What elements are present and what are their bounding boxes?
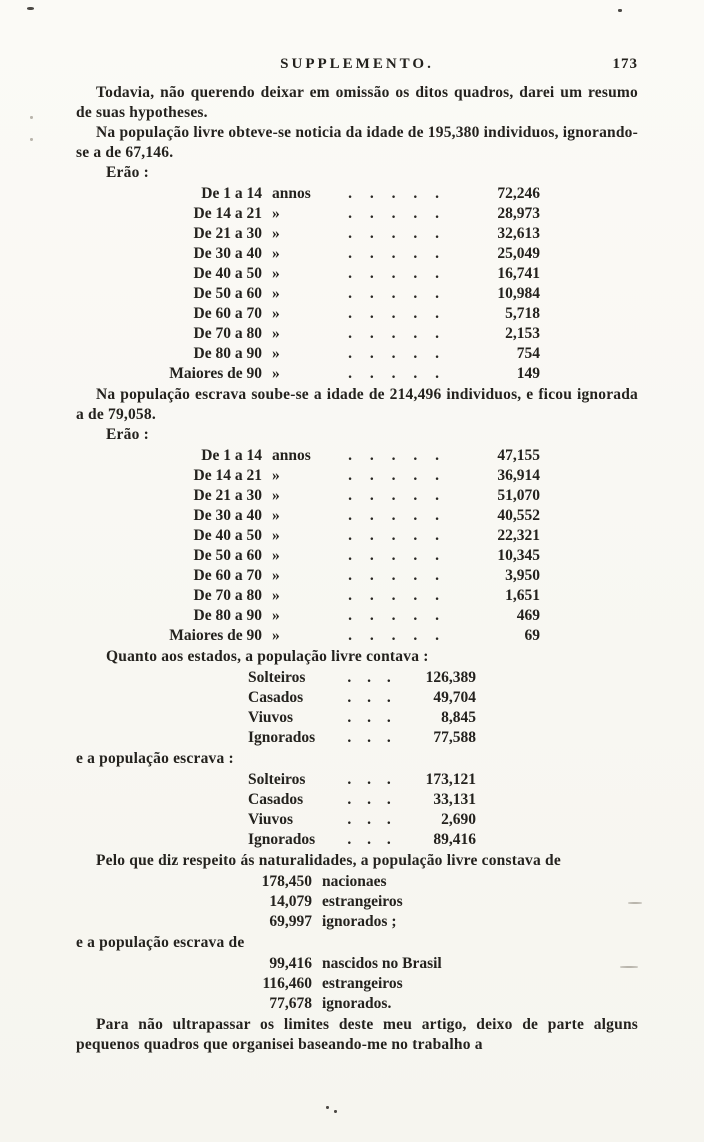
naturalidade-label: nacionaes <box>322 873 387 890</box>
estados-table-free <box>248 668 476 748</box>
scan-speck <box>334 1110 337 1113</box>
age-unit: » <box>272 265 280 282</box>
age-unit: annos <box>272 447 311 464</box>
age-unit: » <box>272 345 280 362</box>
table-row <box>232 912 403 932</box>
age-range: De 50 a 60 <box>193 285 262 302</box>
age-unit: » <box>272 225 280 242</box>
estado-value: 49,704 <box>433 689 476 706</box>
age-value: 469 <box>516 607 540 624</box>
estado-label: Viuvos <box>248 709 294 726</box>
estado-label: Casados <box>248 791 304 808</box>
table-row <box>248 688 476 708</box>
table-row <box>248 708 476 728</box>
age-value: 47,155 <box>497 447 540 464</box>
dot-leader: . . . <box>347 709 397 726</box>
dot-leader: . . . . . <box>348 547 446 564</box>
age-range: Maiores de 90 <box>169 365 262 382</box>
table-row <box>232 892 403 912</box>
dot-leader: . . . . . <box>348 205 446 222</box>
age-unit: » <box>272 365 280 382</box>
age-value: 69 <box>524 627 540 644</box>
dot-leader: . . . . . <box>348 225 446 242</box>
age-range: De 80 a 90 <box>193 607 262 624</box>
dot-leader: . . . <box>347 811 397 828</box>
age-range: De 14 a 21 <box>193 467 262 484</box>
table-row <box>140 466 540 486</box>
age-value: 40,552 <box>497 507 540 524</box>
naturalidade-value: 178,450 <box>261 873 312 890</box>
age-unit: » <box>272 567 280 584</box>
table-row <box>140 344 540 364</box>
table-row <box>232 994 442 1014</box>
table-row <box>140 486 540 506</box>
naturalidade-label: nascidos no Brasil <box>322 955 442 972</box>
dot-leader: . . . . . <box>348 345 446 362</box>
age-table-free <box>140 184 540 384</box>
dot-leader: . . . . . <box>348 265 446 282</box>
naturalidade-value: 116,460 <box>262 975 312 992</box>
dot-leader: . . . . . <box>348 185 446 202</box>
dot-leader: . . . <box>347 689 397 706</box>
table-row <box>140 506 540 526</box>
table-row <box>140 364 540 384</box>
estado-value: 126,389 <box>425 669 476 686</box>
age-unit: » <box>272 487 280 504</box>
dot-leader: . . . <box>347 791 397 808</box>
age-range: De 30 a 40 <box>193 245 262 262</box>
estado-label: Viuvos <box>248 811 294 828</box>
naturalidade-label: estrangeiros <box>322 975 403 992</box>
dot-leader: . . . . . <box>348 305 446 322</box>
age-unit: » <box>272 285 280 302</box>
estado-value: 8,845 <box>441 709 476 726</box>
age-range: De 30 a 40 <box>193 507 262 524</box>
age-value: 51,070 <box>497 487 540 504</box>
dot-leader: . . . . . <box>348 447 446 464</box>
age-value: 32,613 <box>497 225 540 242</box>
paragraph-erao-1: Erão : <box>106 164 149 181</box>
table-row <box>140 244 540 264</box>
table-row <box>248 790 476 810</box>
age-value: 1,651 <box>505 587 540 604</box>
age-unit: » <box>272 527 280 544</box>
age-range: De 60 a 70 <box>193 305 262 322</box>
table-row <box>140 586 540 606</box>
paragraph-naturalidades-free: Pelo que diz respeito ás naturalidades, a população livre constava de <box>96 852 561 869</box>
table-row <box>248 728 476 748</box>
age-table-slave <box>140 446 540 646</box>
table-row <box>140 304 540 324</box>
age-unit: » <box>272 547 280 564</box>
age-value: 10,984 <box>497 285 540 302</box>
paragraph-erao-2: Erão : <box>106 426 149 443</box>
age-unit: » <box>272 245 280 262</box>
page-header-title: SUPPLEMENTO. <box>280 56 434 72</box>
paragraph-estados-free: Quanto aos estados, a população livre contava : <box>106 648 429 665</box>
dot-leader: . . . . . <box>348 467 446 484</box>
table-row <box>140 626 540 646</box>
age-range: De 21 a 30 <box>193 225 262 242</box>
table-row <box>140 264 540 284</box>
age-range: De 14 a 21 <box>193 205 262 222</box>
age-range: De 70 a 80 <box>193 325 262 342</box>
age-value: 3,950 <box>505 567 540 584</box>
paragraph-closing: Para não ultrapassar os limites deste meu artigo, deixo de parte alguns pequenos quadros que organisei baseando-me no trabalho a <box>76 1016 638 1053</box>
age-unit: » <box>272 467 280 484</box>
age-value: 28,973 <box>497 205 540 222</box>
table-row <box>140 224 540 244</box>
table-row <box>140 446 540 466</box>
estados-table-slave <box>248 770 476 850</box>
age-range: De 1 a 14 <box>201 447 262 464</box>
dot-leader: . . . . . <box>348 285 446 302</box>
age-value: 10,345 <box>497 547 540 564</box>
table-row <box>248 810 476 830</box>
age-value: 754 <box>516 345 540 362</box>
dot-leader: . . . . . <box>348 607 446 624</box>
dot-leader: . . . . . <box>348 587 446 604</box>
dot-leader: . . . <box>347 831 397 848</box>
naturalidade-value: 14,079 <box>269 893 312 910</box>
table-row <box>140 566 540 586</box>
table-row <box>140 546 540 566</box>
dot-leader: . . . . . <box>348 527 446 544</box>
dot-leader: . . . . . <box>348 325 446 342</box>
dot-leader: . . . . . <box>348 487 446 504</box>
dot-leader: . . . <box>347 729 397 746</box>
table-row <box>248 668 476 688</box>
estado-value: 89,416 <box>433 831 476 848</box>
age-unit: » <box>272 205 280 222</box>
age-value: 36,914 <box>497 467 540 484</box>
estado-value: 33,131 <box>433 791 476 808</box>
table-row <box>232 872 403 892</box>
naturalidade-label: ignorados ; <box>322 913 397 930</box>
naturalidades-table-slave <box>232 954 442 1014</box>
table-row <box>140 526 540 546</box>
age-range: De 40 a 50 <box>193 527 262 544</box>
age-unit: » <box>272 325 280 342</box>
dot-leader: . . . <box>347 669 397 686</box>
age-unit: » <box>272 587 280 604</box>
dot-leader: . . . . . <box>348 507 446 524</box>
page-header <box>76 56 638 73</box>
table-row <box>232 954 442 974</box>
table-row <box>140 324 540 344</box>
paragraph-slave-population: Na população escrava soube-se a idade de 214,496 individuos, e ficou ignorada a de 79,058. <box>76 386 638 423</box>
table-row <box>140 284 540 304</box>
age-range: De 1 a 14 <box>201 185 262 202</box>
age-unit: » <box>272 507 280 524</box>
age-range: De 40 a 50 <box>193 265 262 282</box>
age-unit: » <box>272 627 280 644</box>
age-unit: » <box>272 607 280 624</box>
estado-value: 2,690 <box>441 811 476 828</box>
dot-leader: . . . . . <box>348 245 446 262</box>
estado-label: Ignorados <box>248 729 316 746</box>
age-value: 25,049 <box>497 245 540 262</box>
age-range: De 21 a 30 <box>193 487 262 504</box>
naturalidade-label: ignorados. <box>322 995 392 1012</box>
estado-value: 77,588 <box>433 729 476 746</box>
dot-leader: . . . <box>347 771 397 788</box>
table-row <box>248 770 476 790</box>
age-value: 72,246 <box>497 185 540 202</box>
age-value: 2,153 <box>505 325 540 342</box>
scan-speck <box>326 1106 329 1109</box>
age-value: 5,718 <box>505 305 540 322</box>
estado-label: Solteiros <box>248 669 306 686</box>
naturalidade-value: 77,678 <box>269 995 312 1012</box>
paragraph-estados-slave: e a população escrava : <box>76 750 234 767</box>
table-row <box>140 184 540 204</box>
naturalidade-value: 99,416 <box>269 955 312 972</box>
estado-label: Ignorados <box>248 831 316 848</box>
estado-label: Solteiros <box>248 771 306 788</box>
age-unit: annos <box>272 185 311 202</box>
dot-leader: . . . . . <box>348 567 446 584</box>
dot-leader: . . . . . <box>348 627 446 644</box>
age-value: 149 <box>516 365 540 382</box>
naturalidades-table-free <box>232 872 403 932</box>
age-range: De 70 a 80 <box>193 587 262 604</box>
age-value: 22,321 <box>497 527 540 544</box>
age-range: Maiores de 90 <box>169 627 262 644</box>
age-value: 16,741 <box>497 265 540 282</box>
estado-value: 173,121 <box>425 771 476 788</box>
paragraph-free-population: Na população livre obteve-se noticia da idade de 195,380 individuos, ignorando-se a de 67,146. <box>76 124 638 161</box>
age-unit: » <box>272 305 280 322</box>
dot-leader: . . . . . <box>348 365 446 382</box>
table-row <box>232 974 442 994</box>
paragraph-naturalidades-slave: e a população escrava de <box>76 934 245 951</box>
estado-label: Casados <box>248 689 304 706</box>
page-number: 173 <box>612 56 638 72</box>
age-range: De 60 a 70 <box>193 567 262 584</box>
age-range: De 50 a 60 <box>193 547 262 564</box>
naturalidade-label: estrangeiros <box>322 893 403 910</box>
paragraph-intro: Todavia, não querendo deixar em omissão os ditos quadros, darei um resumo de suas hypotheses. <box>76 84 638 121</box>
table-row <box>140 204 540 224</box>
naturalidade-value: 69,997 <box>269 913 312 930</box>
table-row <box>140 606 540 626</box>
age-range: De 80 a 90 <box>193 345 262 362</box>
table-row <box>248 830 476 850</box>
